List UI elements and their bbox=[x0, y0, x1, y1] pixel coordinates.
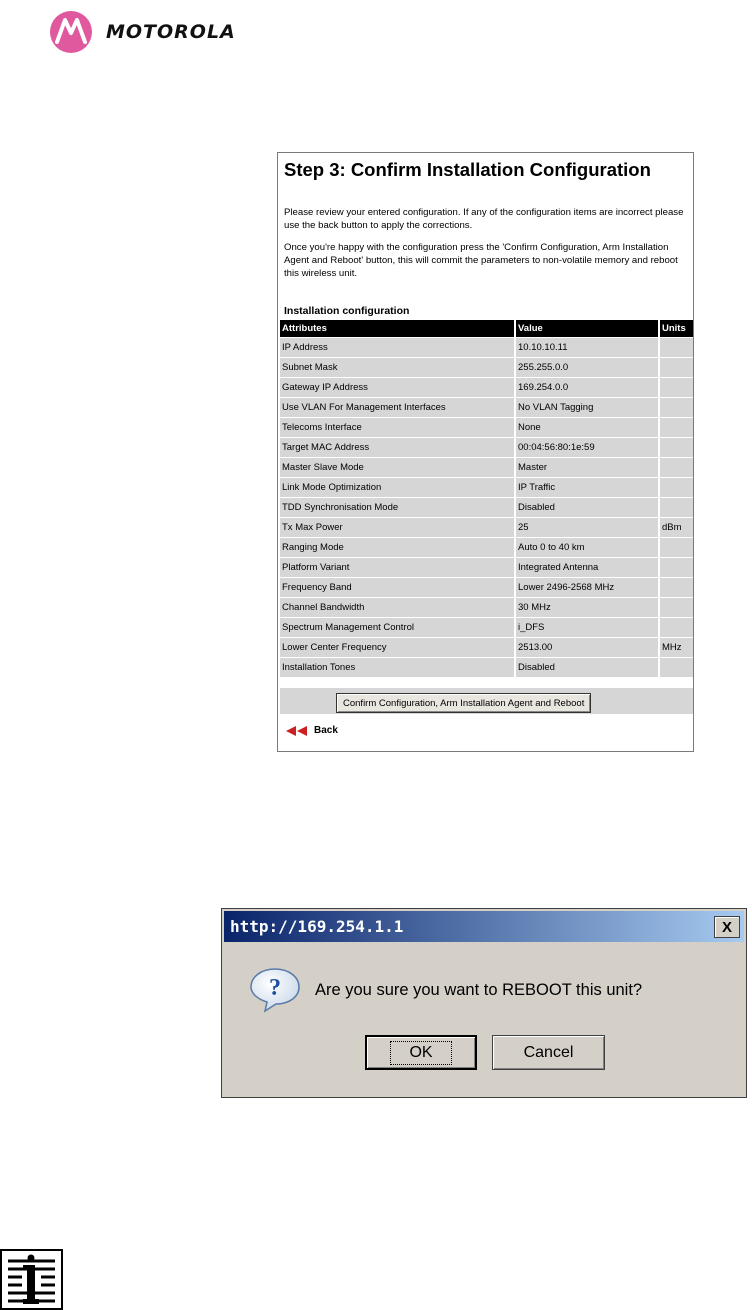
row-units bbox=[659, 438, 693, 458]
table-row bbox=[280, 578, 693, 598]
row-value: 00:04:56:80:1e:59 bbox=[515, 438, 659, 458]
confirm-button-row bbox=[280, 688, 693, 714]
row-units bbox=[659, 618, 693, 638]
row-attr: Master Slave Mode bbox=[280, 458, 515, 478]
motorola-batwing-icon bbox=[50, 11, 92, 53]
ok-button[interactable] bbox=[365, 1035, 477, 1070]
row-units bbox=[659, 478, 693, 498]
row-units: MHz bbox=[659, 638, 693, 658]
row-attr: TDD Synchronisation Mode bbox=[280, 498, 515, 518]
svg-text:?: ? bbox=[269, 975, 281, 1001]
row-attr: Link Mode Optimization bbox=[280, 478, 515, 498]
table-row bbox=[280, 598, 693, 618]
row-units bbox=[659, 498, 693, 518]
table-row bbox=[280, 498, 693, 518]
row-value: Lower 2496-2568 MHz bbox=[515, 578, 659, 598]
table-row bbox=[280, 538, 693, 558]
brand-name: MOTOROLA bbox=[106, 21, 236, 43]
row-units bbox=[659, 538, 693, 558]
close-icon: X bbox=[721, 918, 732, 936]
section-heading: Installation configuration bbox=[284, 305, 410, 317]
motorola-logo bbox=[50, 11, 236, 53]
confirm-reboot-button[interactable]: Confirm Configuration, Arm Installation Agent and Reboot bbox=[336, 693, 591, 713]
row-units bbox=[659, 358, 693, 378]
row-attr: Platform Variant bbox=[280, 558, 515, 578]
row-units bbox=[659, 398, 693, 418]
row-value: None bbox=[515, 418, 659, 438]
header-units: Units bbox=[659, 320, 693, 338]
row-value: 10.10.10.11 bbox=[515, 338, 659, 358]
row-attr: Tx Max Power bbox=[280, 518, 515, 538]
row-value: i_DFS bbox=[515, 618, 659, 638]
table-row bbox=[280, 638, 693, 658]
close-button[interactable] bbox=[714, 916, 740, 938]
row-units bbox=[659, 658, 693, 678]
info-note-icon bbox=[0, 1249, 63, 1310]
double-left-arrow-icon bbox=[286, 726, 308, 736]
table-row bbox=[280, 398, 693, 418]
table-row bbox=[280, 358, 693, 378]
row-units bbox=[659, 578, 693, 598]
table-row bbox=[280, 418, 693, 438]
dialog-titlebar[interactable] bbox=[224, 911, 744, 942]
config-table bbox=[280, 320, 693, 677]
back-label: Back bbox=[314, 725, 338, 736]
row-attr: Gateway IP Address bbox=[280, 378, 515, 398]
row-value: Master bbox=[515, 458, 659, 478]
row-attr: Target MAC Address bbox=[280, 438, 515, 458]
row-attr: Installation Tones bbox=[280, 658, 515, 678]
row-attr: Lower Center Frequency bbox=[280, 638, 515, 658]
table-header-row bbox=[280, 320, 693, 338]
table-row bbox=[280, 438, 693, 458]
row-value: 25 bbox=[515, 518, 659, 538]
cancel-button[interactable]: Cancel bbox=[492, 1035, 605, 1070]
row-attr: IP Address bbox=[280, 338, 515, 358]
row-value: 169.254.0.0 bbox=[515, 378, 659, 398]
row-value: Disabled bbox=[515, 498, 659, 518]
back-link[interactable] bbox=[286, 725, 338, 736]
row-value: 30 MHz bbox=[515, 598, 659, 618]
row-attr: Channel Bandwidth bbox=[280, 598, 515, 618]
row-attr: Frequency Band bbox=[280, 578, 515, 598]
row-attr: Subnet Mask bbox=[280, 358, 515, 378]
table-row bbox=[280, 378, 693, 398]
install-confirm-page bbox=[277, 152, 694, 752]
row-units bbox=[659, 378, 693, 398]
question-icon bbox=[249, 967, 301, 1013]
row-value: Auto 0 to 40 km bbox=[515, 538, 659, 558]
intro-review: Please review your entered configuration. If any of the configuration items are incorrect please use the back button to apply the corrections. bbox=[284, 207, 684, 231]
row-value: Disabled bbox=[515, 658, 659, 678]
row-units bbox=[659, 598, 693, 618]
table-row bbox=[280, 558, 693, 578]
row-units bbox=[659, 458, 693, 478]
dialog-message: Are you sure you want to REBOOT this unit? bbox=[315, 981, 643, 999]
row-attr: Use VLAN For Management Interfaces bbox=[280, 398, 515, 418]
row-value: Integrated Antenna bbox=[515, 558, 659, 578]
row-attr: Ranging Mode bbox=[280, 538, 515, 558]
intro-confirm: Once you're happy with the configuration press the 'Confirm Configuration, Arm Installation Agent and Reboot' button, this will commit the parameters to non-volatile memory and reboot this wireless unit. bbox=[284, 242, 678, 279]
row-attr: Telecoms Interface bbox=[280, 418, 515, 438]
table-row bbox=[280, 478, 693, 498]
dialog-title: http://169.254.1.1 bbox=[230, 917, 404, 936]
header-attributes: Attributes bbox=[280, 320, 515, 338]
table-row bbox=[280, 518, 693, 538]
ok-label: OK bbox=[391, 1042, 450, 1064]
row-value: No VLAN Tagging bbox=[515, 398, 659, 418]
row-value: 2513.00 bbox=[515, 638, 659, 658]
row-units bbox=[659, 418, 693, 438]
row-units bbox=[659, 558, 693, 578]
reboot-confirm-dialog bbox=[221, 908, 747, 1098]
table-row bbox=[280, 338, 693, 358]
table-row bbox=[280, 458, 693, 478]
row-units bbox=[659, 338, 693, 358]
header-value: Value bbox=[515, 320, 659, 338]
row-value: IP Traffic bbox=[515, 478, 659, 498]
table-row bbox=[280, 658, 693, 678]
table-row bbox=[280, 618, 693, 638]
row-value: 255.255.0.0 bbox=[515, 358, 659, 378]
page-title: Step 3: Confirm Installation Configuration bbox=[284, 159, 651, 180]
row-units: dBm bbox=[659, 518, 693, 538]
row-attr: Spectrum Management Control bbox=[280, 618, 515, 638]
